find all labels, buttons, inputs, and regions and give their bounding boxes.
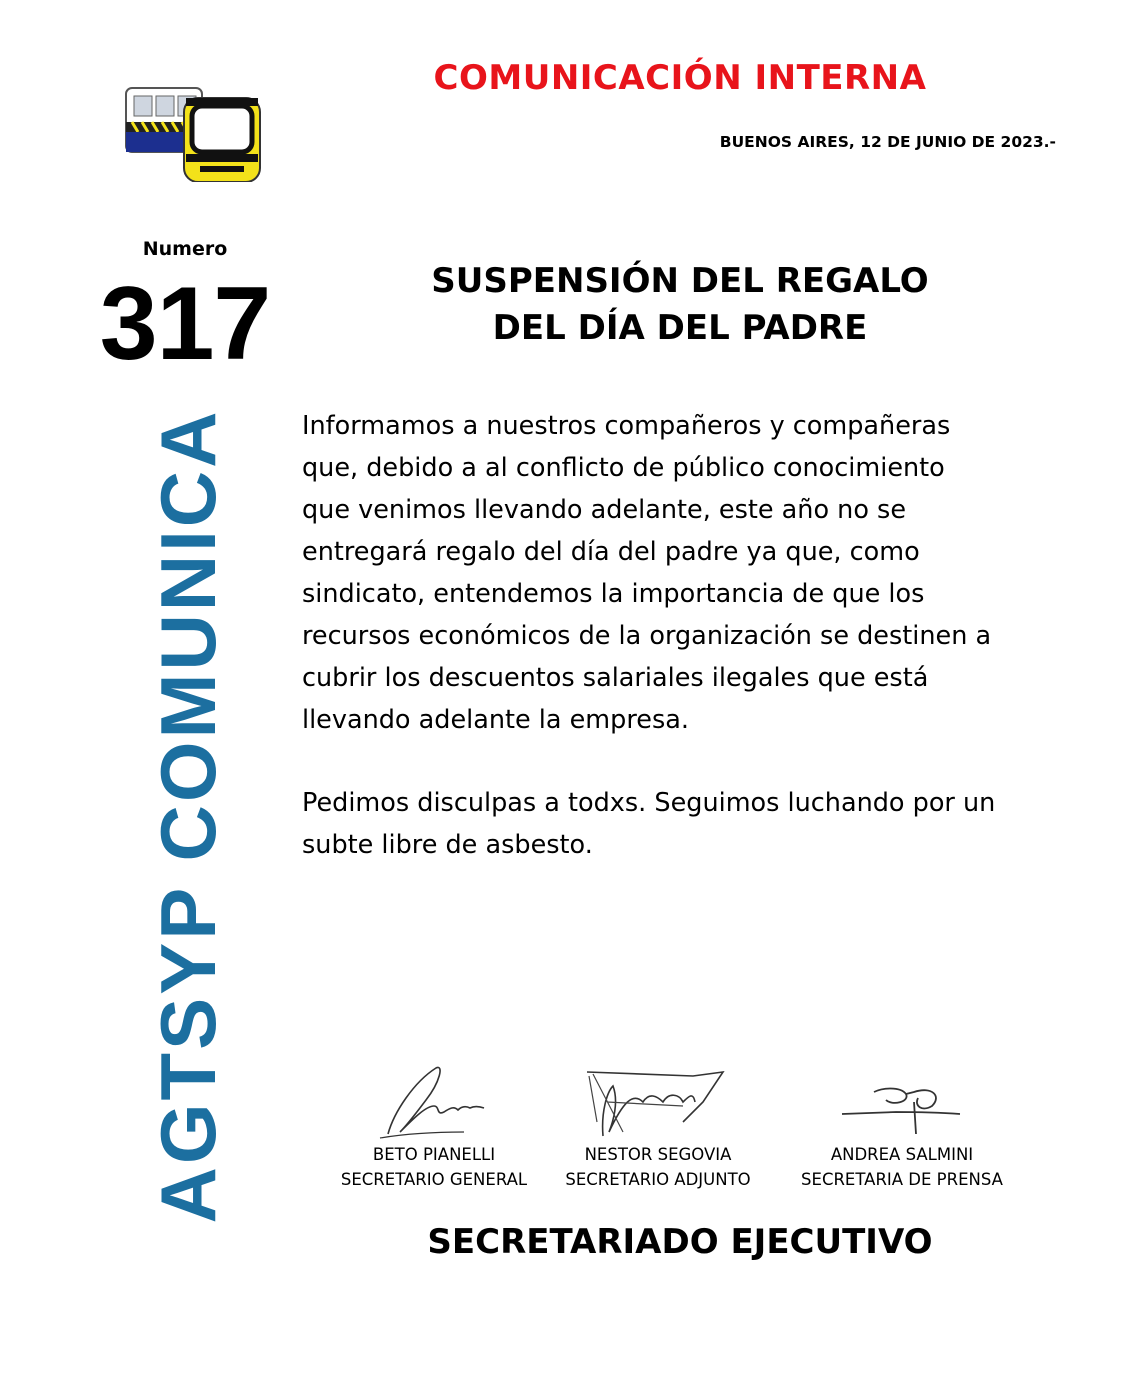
text-line: cubrir los descuentos salariales ilegales que está <box>302 663 929 693</box>
text-line: recursos económicos de la organización se destinen a <box>302 621 992 651</box>
signature-2-image <box>548 1062 768 1142</box>
signatory-name: BETO PIANELLI <box>372 1145 496 1164</box>
number-label: Numero <box>142 238 228 260</box>
text-line: llevando adelante la empresa. <box>302 705 689 735</box>
communication-number: 317 <box>99 266 271 382</box>
signatory-role: SECRETARIO ADJUNTO <box>565 1170 751 1189</box>
signature-1-image <box>324 1062 544 1142</box>
headline <box>380 258 980 352</box>
text-line: Pedimos disculpas a todxs. Seguimos luchando por un <box>302 788 996 818</box>
signature-3-image <box>792 1062 1012 1142</box>
body-paragraph-2 <box>302 782 1062 866</box>
text-line: sindicato, entendemos la importancia de que los <box>302 579 925 609</box>
signature-block-2 <box>548 1062 768 1192</box>
document-title: COMUNICACIÓN INTERNA <box>433 58 927 98</box>
document-date: BUENOS AIRES, 12 DE JUNIO DE 2023.- <box>719 133 1056 151</box>
signatory-role: SECRETARIO GENERAL <box>340 1170 528 1189</box>
text-line: que, debido a al conflicto de público conocimiento <box>302 453 945 483</box>
text-line: Informamos a nuestros compañeros y compañeras <box>302 411 951 441</box>
signature-block-3 <box>792 1062 1012 1192</box>
signatory-name: NESTOR SEGOVIA <box>584 1145 732 1164</box>
signatory-name: ANDREA SALMINI <box>830 1145 974 1164</box>
signature-block-1 <box>324 1062 544 1192</box>
text-line: subte libre de asbesto. <box>302 830 593 860</box>
subway-trains-logo <box>124 82 264 182</box>
footer-signatory-body: SECRETARIADO EJECUTIVO <box>427 1222 933 1262</box>
side-banner <box>144 408 232 1224</box>
headline-line-1: SUSPENSIÓN DEL REGALO <box>431 261 929 301</box>
headline-line-2: DEL DÍA DEL PADRE <box>492 308 868 348</box>
text-line: entregará regalo del día del padre ya que, como <box>302 537 920 567</box>
signatory-role: SECRETARIA DE PRENSA <box>801 1170 1003 1189</box>
text-line: que venimos llevando adelante, este año no se <box>302 495 907 525</box>
side-banner-text: AGTSYP COMUNICA <box>144 408 232 1224</box>
body-paragraph-1 <box>302 405 1062 741</box>
